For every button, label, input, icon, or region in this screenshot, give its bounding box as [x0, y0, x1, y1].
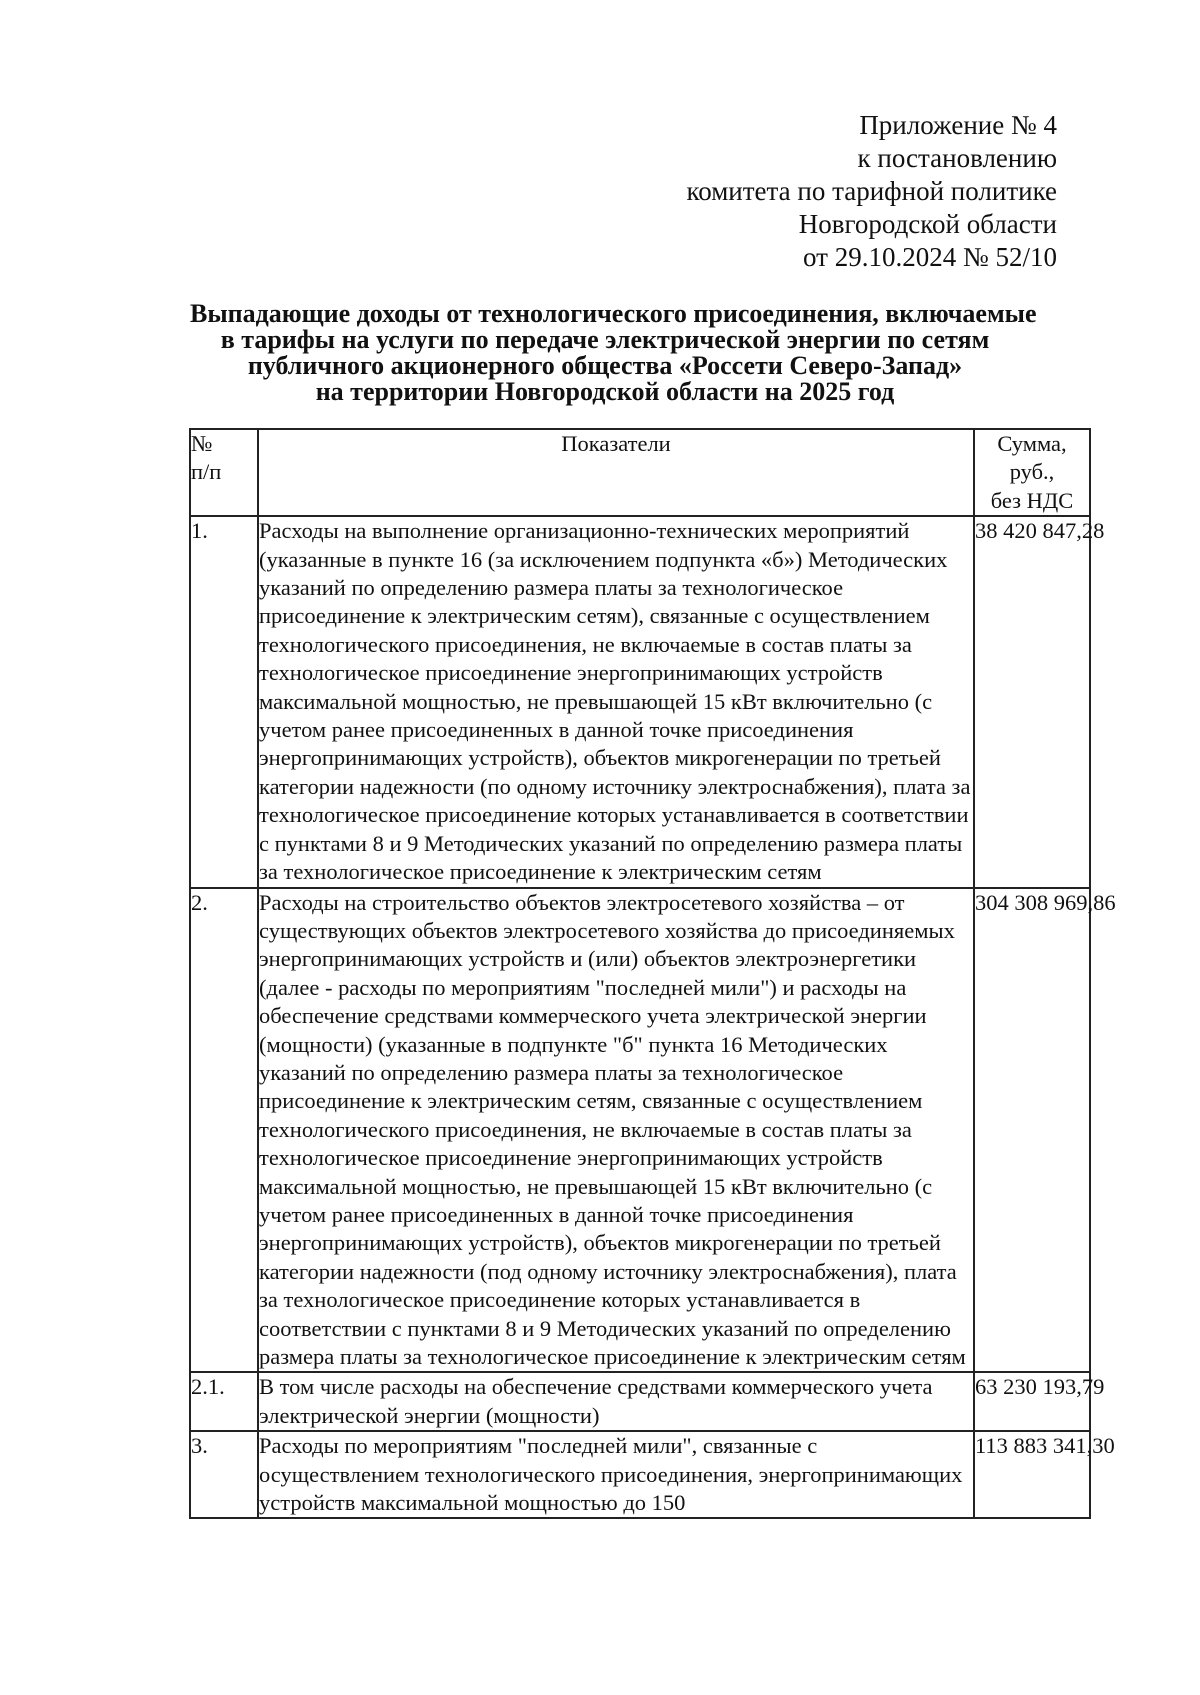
- row-sum: 38 420 847,28: [974, 516, 1090, 887]
- header-sum: Сумма, руб., без НДС: [974, 429, 1090, 516]
- row-indicator: Расходы по мероприятиям "последней мили", связанные с осуществлением технологического присоединения, энергопринимающих устройств максимальной мощностью до 150: [258, 1431, 974, 1518]
- row-number: 1.: [190, 516, 258, 887]
- title-line: в тарифы на услуги по передаче электрической энергии по сетям: [220, 325, 990, 354]
- table-row: [190, 1372, 1090, 1431]
- header-indicator: Показатели: [258, 429, 974, 516]
- row-indicator: Расходы на выполнение организационно-технических мероприятий (указанные в пункте 16 (за исключением подпункта «б») Методических указаний по определению размера платы за технологическое присоединение к электрическим сетям), связанные с осуществлением технологического присоединения, не включаемые в состав платы за технологическое присоединение энергопринимающих устройств максимальной мощностью, не превышающей 15 кВт включительно (с учетом ранее присоединенных в данной точке присоединения энергопринимающих устройств), объектов микрогенерации по третьей категории надежности (по одному источнику электроснабжения), плата за технологическое присоединение которых устанавливается в соответствии с пунктами 8 и 9 Методических указаний по определению размера платы за технологическое присоединение к электрическим сетям: [258, 516, 974, 887]
- row-sum: 113 883 341,30: [974, 1431, 1090, 1518]
- title-line: Выпадающие доходы от технологического присоединения, включаемые: [190, 299, 1037, 328]
- row-sum: 63 230 193,79: [974, 1372, 1090, 1431]
- appendix-date: от 29.10.2024 № 52/10: [803, 242, 1057, 272]
- appendix-header: [686, 109, 1057, 274]
- row-number: 2.: [190, 888, 258, 1373]
- title-line: публичного акционерного общества «Россети Северо-Запад»: [247, 351, 963, 380]
- row-number: 3.: [190, 1431, 258, 1518]
- table-row: [190, 516, 1090, 887]
- table-row: [190, 1431, 1090, 1518]
- table-row: [190, 888, 1090, 1373]
- document-title: [190, 299, 1037, 406]
- row-indicator: В том числе расходы на обеспечение средствами коммерческого учета электрической энергии (мощности): [258, 1372, 974, 1431]
- row-indicator: Расходы на строительство объектов электросетевого хозяйства – от существующих объектов электросетевого хозяйства до присоединяемых энергопринимающих устройств и (или) объектов электроэнергетики (далее - расходы по мероприятиям "последней мили") и расходы на обеспечение средствами коммерческого учета электрической энергии (мощности) (указанные в подпункте "б" пункта 16 Методических указаний по определению размера платы за технологическое присоединение к электрическим сетям, связанные с осуществлением технологического присоединения, не включаемые в состав платы за технологическое присоединение энергопринимающих устройств максимальной мощностью, не превышающей 15 кВт включительно (с учетом ранее присоединенных в данной точке присоединения энергопринимающих устройств), объектов микрогенерации по третьей категории надежности (под одному источнику электроснабжения), плата за технологическое присоединение которых устанавливается в соответствии с пунктами 8 и 9 Методических указаний по определению размера платы за технологическое присоединение к электрическим сетям: [258, 888, 974, 1373]
- table-header-row: [190, 429, 1090, 516]
- title-line: на территории Новгородской области на 2025 год: [315, 377, 895, 406]
- appendix-committee: комитета по тарифной политике: [686, 176, 1057, 206]
- header-number: № п/п: [190, 429, 258, 516]
- appendix-region: Новгородской области: [798, 209, 1057, 239]
- appendix-ref: к постановлению: [857, 143, 1057, 173]
- revenue-table: [189, 428, 1116, 1519]
- row-number: 2.1.: [190, 1372, 258, 1431]
- row-sum: 304 308 969,86: [974, 888, 1090, 1373]
- appendix-number: Приложение № 4: [859, 110, 1057, 140]
